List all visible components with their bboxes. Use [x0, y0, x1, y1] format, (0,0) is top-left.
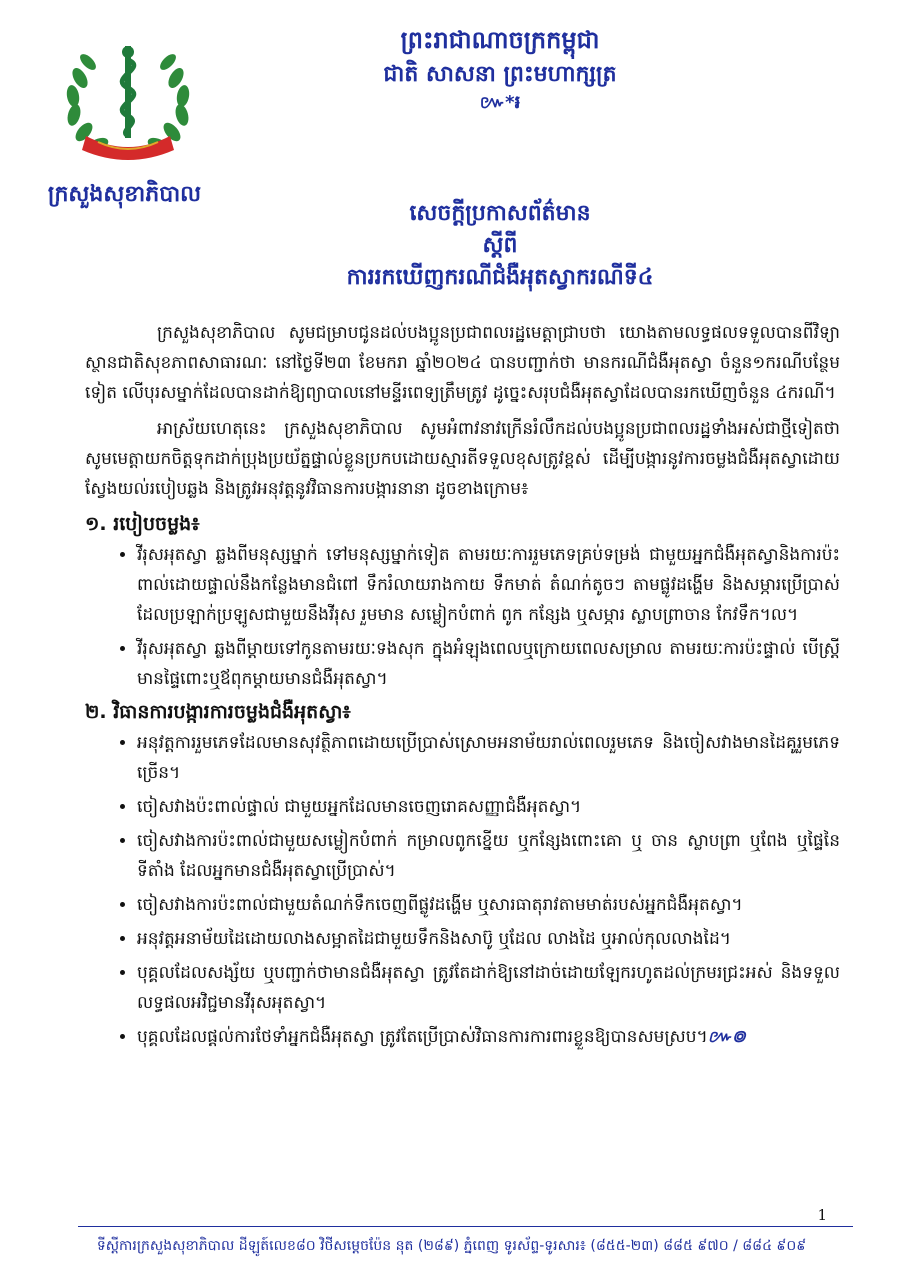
prevention-list: [85, 728, 840, 1052]
footer-divider: [78, 1226, 853, 1227]
section-heading-prevention: ២. វិធានការបង្ការការចម្លងជំងឺអុតស្វា៖: [85, 701, 351, 723]
national-motto: ជាតិ សាសនា ព្រះមហាក្សត្រ: [383, 62, 617, 87]
list-item-text: បុគ្គលដែលផ្ដល់ការថែទាំអ្នកជំងឺអុតស្វា ត្រូវតែប្រើប្រាស់វិធានការការពារខ្លួនឱ្យបានសមស្រប។: [137, 1027, 708, 1047]
title-line-3: ការរកឃើញករណីជំងឺអុតស្វាករណីទី៤: [346, 265, 654, 290]
signature-mark: ៚៙: [707, 1027, 746, 1047]
document-body: [85, 318, 840, 1056]
section-heading-transmission: ១. របៀបចម្លង៖: [85, 513, 200, 535]
paragraph-appeal: អាស្រ័យហេតុនេះ ក្រសួងសុខាភិបាល សូមអំពាវនាវក្រើនរំលឹកដល់បងប្អូនប្រជាពលរដ្ឋទាំងអស់ជាថ្មីទៀតថា សូមមេត្តាយកចិត្តទុកដាក់ប្រុងប្រយ័ត្នផ្ទាល់ខ្លួនប្រកបដោយស្មារតីទទួលខុសត្រូវខ្ពស់ ដើម្បីបង្ការនូវការចម្លងជំងឺអុតស្វាដោយស្វែងយល់របៀបឆ្លង និងត្រូវអនុវត្តនូវវិធានការបង្ការនានា ដូចខាងក្រោម៖: [85, 419, 840, 499]
ministry-emblem-icon: [58, 38, 198, 168]
title-line-1: សេចក្ដីប្រកាសព័ត៌មាន: [409, 201, 591, 226]
list-item-last: [137, 1022, 840, 1052]
kingdom-name: ព្រះរាជាណាចក្រកម្ពុជា: [400, 26, 600, 54]
page-number: 1: [817, 1206, 827, 1224]
footer-address: ទីស្ដីការក្រសួងសុខាភិបាល ដីឡូត៍លេខ៨០ វិថីសម្ដេចប៉ែន នុត (២៨៩) ភ្នំពេញ ទូរស័ព្ទ-ទូរសារ៖ (៨៥៥-២៣) ៨៨៥ ៩៧០ / ៨៨៤ ៩០៩: [96, 1238, 807, 1254]
national-header: [300, 22, 700, 114]
ornament: ៚*៛: [479, 92, 521, 113]
list-item: • បុគ្គលដែលសង្ស័យ ឬបញ្ជាក់ថាមានជំងឺអុតស្វា ត្រូវតែដាក់ឱ្យនៅដាច់ដោយឡែករហូតដល់ក្រមរជ្រះអស់ និងទទួលលទ្ធផលអវិជ្ជមានវីរុសអុតស្វា។: [137, 958, 840, 1018]
list-item: • ចៀសវាងការប៉ះពាល់ជាមួយសម្លៀកបំពាក់ កម្រាលពូកខ្នើយ ឬកន្សែងពោះគោ ឬ ចាន ស្លាបព្រា ឬពែង ឬផ្ទៃនៃទីតាំង ដែលអ្នកមានជំងឺអុតស្វាប្រើប្រាស់។: [137, 826, 840, 886]
list-item: • វីរុសអុតស្វា ឆ្លងពីមនុស្សម្នាក់ ទៅមនុស្សម្នាក់ទៀត តាមរយៈការរួមភេទគ្រប់ទម្រង់ ជាមួយអ្នកជំងឺអុតស្វានិងការប៉ះពាល់ដោយផ្ទាល់នឹងកន្លែងមានជំពៅ ទឹករំលាយរាងកាយ ទឹកមាត់ តំណក់តូចៗ តាមផ្លូវដង្ហើម និងសម្ភារប្រើប្រាស់ដែលប្រឡាក់ប្រឡូសជាមួយនឹងវីរុស រួមមាន សម្លៀកបំពាក់ ពូក កន្សែង ឬសម្ភារ ស្លាបព្រាចាន កែវទឹក។ល។: [137, 540, 840, 630]
ministry-name: ក្រសួងសុខាភិបាល: [47, 182, 202, 207]
list-item: • អនុវត្តការរួមភេទដែលមានសុវត្ថិភាពដោយប្រើប្រាស់ស្រោមអនាម័យរាល់ពេលរួមភេទ និងចៀសវាងមានដៃគូរួមភេទច្រើន។: [137, 728, 840, 788]
title-line-2: ស្ដីពី: [482, 233, 518, 258]
list-item: • អនុវត្តអនាម័យដៃដោយលាងសម្អាតដៃជាមួយទឹកនិងសាប៊ូ ឬដែល លាងដៃ ឬអាល់កុលលាងដៃ។: [137, 924, 840, 954]
transmission-list: [85, 540, 840, 694]
paragraph-intro: ក្រសួងសុខាភិបាល សូមជម្រាបជូនដល់បងប្អូនប្រជាពលរដ្ឋមេត្តាជ្រាបថា យោងតាមលទ្ធផលទទួលបានពីវិទ្យាស្ថានជាតិសុខភាពសាធារណៈ នៅថ្ងៃទី២៣ ខែមករា ឆ្នាំ២០២៤ បានបញ្ជាក់ថា មានករណីជំងឺអុតស្វា ចំនួន១ករណីបន្ថែមទៀត លើបុរសម្នាក់ដែលបានដាក់ឱ្យព្យាបាលនៅមន្ទីរពេទ្យត្រឹមត្រូវ ដូច្នេះសរុបជំងឺអុតស្វាដែលបានរកឃើញចំនួន ៤ករណី។: [85, 323, 840, 403]
list-item: • ចៀសវាងការប៉ះពាល់ជាមួយតំណក់ទឹកចេញពីផ្លូវដង្ហើម ឬសារធាតុរាវតាមមាត់របស់អ្នកជំងឺអុតស្វា។: [137, 890, 840, 920]
ministry-logo: [58, 38, 198, 168]
list-item: • វីរុសអុតស្វា ឆ្លងពីម្ដាយទៅកូនតាមរយៈទងសុក ក្នុងអំឡុងពេលឬក្រោយពេលសម្រាល តាមរយៈការប៉ះផ្ទាល់ បើស្ត្រីមានផ្ទៃពោះឬឪពុកម្ដាយមានជំងឺអុតស្វា។: [137, 634, 840, 694]
document-title: [240, 198, 760, 294]
list-item: • ចៀសវាងប៉ះពាល់ផ្ទាល់ ជាមួយអ្នកដែលមានចេញរោគសញ្ញាជំងឺអុតស្វា។: [137, 792, 840, 822]
